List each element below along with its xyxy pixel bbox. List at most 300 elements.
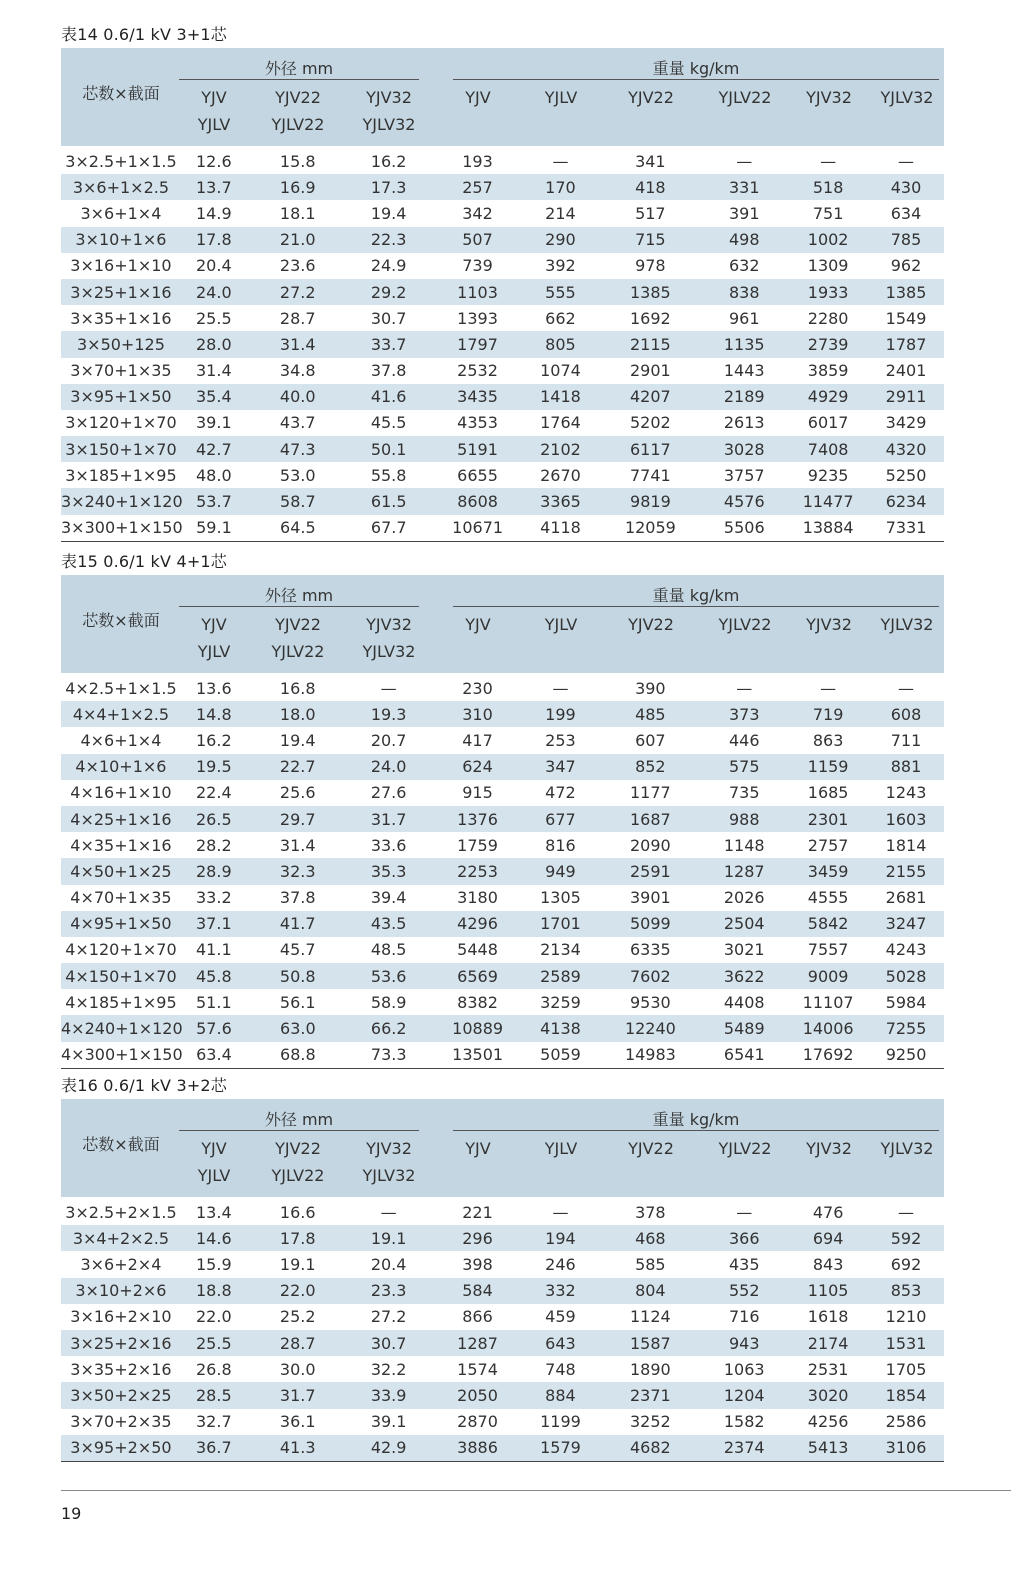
- row-value-cell: 310: [462, 704, 493, 724]
- row-value-cell: 418: [635, 177, 666, 197]
- row-value-cell: 19.1: [279, 1254, 316, 1274]
- row-value-cell: 507: [462, 230, 493, 250]
- row-value-cell: 14.6: [196, 1228, 232, 1248]
- table-row: [61, 727, 944, 753]
- row-value-cell: 58.9: [370, 992, 407, 1012]
- row-value-cell: 7331: [885, 518, 927, 538]
- row-value-cell: 390: [635, 678, 666, 698]
- table-caption: 表15 0.6/1 kV 4+1芯: [61, 552, 228, 571]
- row-value-cell: 67.7: [370, 518, 407, 538]
- row-value-cell: 3247: [885, 914, 927, 934]
- row-value-cell: 735: [728, 783, 760, 803]
- row-value-cell: 378: [635, 1202, 666, 1222]
- row-spec-cell: 4×4+1×2.5: [72, 704, 170, 724]
- row-value-cell: 17.3: [370, 177, 407, 197]
- row-spec-cell: 4×25+1×16: [70, 809, 172, 829]
- table-row: [61, 1015, 944, 1041]
- row-value-cell: 22.3: [370, 230, 407, 250]
- row-spec-cell: 4×240+1×120: [61, 1019, 183, 1039]
- row-value-cell: 6541: [723, 1045, 765, 1065]
- table-row: [61, 305, 944, 331]
- row-value-cell: 1814: [885, 835, 927, 855]
- table-body: [61, 1197, 944, 1461]
- table-caption: 表14 0.6/1 kV 3+1芯: [61, 25, 228, 44]
- row-value-cell: 4296: [457, 914, 498, 934]
- row-value-cell: 3252: [629, 1412, 671, 1432]
- row-value-cell: 8382: [457, 992, 498, 1012]
- row-value-cell: 13501: [452, 1045, 504, 1065]
- outer-diameter-group-header: 外径 mm: [264, 59, 334, 78]
- table-bottom-rule: [61, 1461, 944, 1462]
- weight-group-underline: [453, 1130, 939, 1131]
- row-value-cell: 30.7: [370, 308, 407, 328]
- row-spec-cell: 4×185+1×95: [65, 992, 177, 1012]
- table-row: [61, 174, 944, 200]
- row-value-cell: 16.9: [279, 177, 316, 197]
- table-header: [61, 575, 944, 673]
- row-value-cell: 1685: [807, 783, 849, 803]
- row-value-cell: 1287: [723, 861, 765, 881]
- weight-column-header: YJV32: [806, 1139, 852, 1158]
- row-value-cell: 392: [545, 256, 576, 276]
- row-value-cell: 18.1: [279, 203, 316, 223]
- row-value-cell: 22.7: [279, 757, 316, 777]
- table-row: [61, 1330, 944, 1356]
- weight-group-underline: [453, 79, 939, 80]
- row-value-cell: 17692: [802, 1045, 854, 1065]
- table-row: [61, 488, 944, 514]
- row-value-cell: 4118: [540, 518, 581, 538]
- row-value-cell: 68.8: [280, 1045, 316, 1065]
- row-value-cell: 715: [635, 230, 666, 250]
- row-value-cell: 1148: [723, 835, 765, 855]
- row-value-cell: 5506: [723, 518, 765, 538]
- row-value-cell: 1385: [885, 282, 927, 302]
- row-value-cell: 5099: [629, 914, 671, 934]
- row-value-cell: 391: [728, 203, 760, 223]
- row-value-cell: 10671: [452, 518, 504, 538]
- row-value-cell: 290: [545, 230, 576, 250]
- outer-diameter-column-header: YJV32: [366, 1139, 412, 1158]
- row-value-cell: 253: [545, 730, 576, 750]
- row-value-cell: 51.1: [196, 992, 232, 1012]
- table-row: [61, 331, 944, 357]
- row-value-cell: 43.7: [279, 413, 316, 433]
- cable-table: [61, 1073, 944, 1462]
- row-value-cell: 2739: [807, 334, 849, 354]
- row-value-cell: 1701: [540, 914, 581, 934]
- row-value-cell: 14983: [624, 1045, 676, 1065]
- row-value-cell: 1603: [885, 809, 927, 829]
- row-value-cell: 2613: [723, 413, 765, 433]
- row-value-cell: 331: [728, 177, 760, 197]
- row-value-cell: 10889: [452, 1019, 504, 1039]
- row-value-cell: 748: [545, 1359, 576, 1379]
- table-row: [61, 1356, 944, 1382]
- row-spec-cell: 3×25+1×16: [70, 282, 172, 302]
- row-value-cell: 20.4: [370, 1254, 407, 1274]
- row-value-cell: 5191: [457, 439, 498, 459]
- row-value-cell: 28.9: [196, 861, 232, 881]
- row-value-cell: 1692: [629, 308, 671, 328]
- row-value-cell: 32.2: [370, 1359, 407, 1379]
- row-value-cell: 1549: [885, 308, 927, 328]
- row-value-cell: 1705: [885, 1359, 927, 1379]
- row-value-cell: 199: [545, 704, 576, 724]
- row-value-cell: 1587: [629, 1333, 671, 1353]
- outer-diameter-column-header: YJLV32: [362, 1166, 416, 1185]
- weight-column-header: YJLV32: [880, 615, 934, 634]
- row-value-cell: 3020: [807, 1385, 849, 1405]
- table-row: [61, 754, 944, 780]
- row-value-cell: —: [898, 678, 915, 698]
- table-row: [61, 1278, 944, 1304]
- row-value-cell: 751: [812, 203, 844, 223]
- table-row: [61, 358, 944, 384]
- row-value-cell: 24.0: [370, 757, 407, 777]
- row-value-cell: 21.0: [279, 230, 316, 250]
- table-row: [61, 701, 944, 727]
- row-value-cell: 22.0: [279, 1281, 316, 1301]
- table-row: [61, 253, 944, 279]
- row-value-cell: 1124: [629, 1307, 671, 1327]
- row-value-cell: 978: [635, 256, 666, 276]
- row-value-cell: 194: [545, 1228, 576, 1248]
- row-value-cell: 47.3: [279, 439, 316, 459]
- row-value-cell: 459: [545, 1307, 576, 1327]
- row-value-cell: 3901: [629, 888, 671, 908]
- row-value-cell: 3859: [807, 361, 849, 381]
- row-value-cell: —: [380, 1202, 397, 1222]
- row-value-cell: 246: [545, 1254, 576, 1274]
- row-value-cell: 27.6: [370, 783, 407, 803]
- row-value-cell: 2901: [629, 361, 671, 381]
- weight-group-header: 重量 kg/km: [652, 586, 740, 605]
- row-value-cell: 592: [890, 1228, 922, 1248]
- row-value-cell: 1933: [807, 282, 849, 302]
- row-value-cell: 1177: [629, 783, 671, 803]
- row-value-cell: 57.6: [196, 1019, 232, 1039]
- row-value-cell: 19.4: [370, 203, 407, 223]
- row-value-cell: 838: [728, 282, 760, 302]
- row-value-cell: 804: [635, 1281, 666, 1301]
- row-value-cell: 1159: [807, 757, 849, 777]
- row-value-cell: 1582: [723, 1412, 765, 1432]
- weight-group-underline: [453, 606, 939, 607]
- row-value-cell: 6655: [457, 465, 498, 485]
- row-value-cell: 22.0: [196, 1307, 232, 1327]
- row-value-cell: 2155: [885, 861, 927, 881]
- row-value-cell: 63.4: [196, 1045, 232, 1065]
- row-spec-cell: 3×10+1×6: [75, 230, 167, 250]
- row-value-cell: 9530: [629, 992, 671, 1012]
- row-value-cell: 2670: [540, 465, 581, 485]
- row-value-cell: 711: [890, 730, 922, 750]
- table-row: [61, 148, 944, 174]
- row-value-cell: 624: [462, 757, 493, 777]
- row-value-cell: 468: [635, 1228, 666, 1248]
- weight-column-header: YJV22: [628, 615, 674, 634]
- row-value-cell: —: [820, 678, 837, 698]
- core-section-header: 芯数×截面: [82, 84, 160, 103]
- row-value-cell: 3021: [723, 940, 765, 960]
- row-value-cell: 2681: [885, 888, 927, 908]
- table-header: [61, 1099, 944, 1197]
- weight-column-header: YJLV22: [718, 88, 772, 107]
- row-value-cell: 435: [728, 1254, 760, 1274]
- row-spec-cell: 3×2.5+1×1.5: [65, 151, 177, 171]
- weight-group-header: 重量 kg/km: [652, 1110, 740, 1129]
- row-value-cell: 694: [812, 1228, 844, 1248]
- row-value-cell: 5489: [723, 1019, 765, 1039]
- row-value-cell: 19.4: [279, 730, 316, 750]
- row-value-cell: 632: [728, 256, 760, 276]
- row-value-cell: —: [552, 678, 569, 698]
- row-value-cell: 17.8: [196, 230, 232, 250]
- table-row: [61, 1304, 944, 1330]
- row-value-cell: 2280: [807, 308, 849, 328]
- row-value-cell: 31.4: [196, 361, 232, 381]
- row-value-cell: 39.1: [370, 1412, 407, 1432]
- outer-diameter-column-header: YJV22: [275, 88, 321, 107]
- row-value-cell: 50.1: [370, 439, 407, 459]
- row-value-cell: 23.3: [370, 1281, 407, 1301]
- row-value-cell: 17.8: [279, 1228, 316, 1248]
- row-value-cell: 53.7: [196, 492, 232, 512]
- row-value-cell: 366: [728, 1228, 760, 1248]
- row-spec-cell: 3×70+2×35: [70, 1412, 172, 1432]
- row-value-cell: —: [552, 151, 569, 171]
- table-row: [61, 200, 944, 226]
- row-value-cell: 2174: [807, 1333, 849, 1353]
- row-spec-cell: 3×50+125: [76, 334, 165, 354]
- row-value-cell: 28.7: [279, 308, 316, 328]
- row-value-cell: 1105: [807, 1281, 849, 1301]
- outer-diameter-group-header: 外径 mm: [264, 1110, 334, 1129]
- row-value-cell: 32.3: [279, 861, 316, 881]
- outer-diameter-column-header: YJV: [201, 88, 227, 107]
- row-value-cell: 2102: [540, 439, 581, 459]
- row-value-cell: —: [820, 151, 837, 171]
- row-value-cell: 1443: [723, 361, 765, 381]
- row-value-cell: 45.5: [370, 413, 407, 433]
- row-value-cell: 1002: [807, 230, 849, 250]
- row-spec-cell: 4×300+1×150: [61, 1045, 183, 1065]
- row-value-cell: 417: [462, 730, 493, 750]
- row-value-cell: 5059: [540, 1045, 581, 1065]
- row-value-cell: 2050: [457, 1385, 498, 1405]
- row-value-cell: 2531: [807, 1359, 849, 1379]
- row-value-cell: 8608: [457, 492, 498, 512]
- row-value-cell: 805: [545, 334, 576, 354]
- outer-diameter-column-header: YJLV: [197, 642, 231, 661]
- row-spec-cell: 3×35+1×16: [70, 308, 172, 328]
- row-value-cell: 13.7: [196, 177, 232, 197]
- row-value-cell: 45.7: [279, 940, 316, 960]
- row-value-cell: 14.9: [196, 203, 232, 223]
- weight-column-header: YJLV: [544, 1139, 578, 1158]
- row-value-cell: 866: [462, 1307, 493, 1327]
- row-value-cell: 1890: [629, 1359, 671, 1379]
- row-spec-cell: 3×95+1×50: [70, 387, 172, 407]
- row-value-cell: 30.0: [279, 1359, 316, 1379]
- row-value-cell: 472: [545, 783, 576, 803]
- weight-column-header: YJV32: [806, 88, 852, 107]
- row-spec-cell: 3×6+1×2.5: [72, 177, 170, 197]
- footer-divider: [61, 1490, 1011, 1491]
- row-value-cell: 2870: [457, 1412, 498, 1432]
- outer-group-underline: [179, 606, 419, 607]
- row-value-cell: —: [736, 1202, 753, 1222]
- row-value-cell: 1287: [457, 1333, 498, 1353]
- outer-group-underline: [179, 1130, 419, 1131]
- table-row: [61, 885, 944, 911]
- row-value-cell: —: [736, 151, 753, 171]
- weight-column-header: YJLV32: [880, 88, 934, 107]
- row-value-cell: 55.8: [370, 465, 407, 485]
- row-value-cell: 988: [728, 809, 760, 829]
- row-value-cell: 4320: [885, 439, 927, 459]
- row-value-cell: 943: [728, 1333, 760, 1353]
- weight-column-header: YJLV: [544, 88, 578, 107]
- row-value-cell: 73.3: [370, 1045, 407, 1065]
- row-spec-cell: 4×70+1×35: [70, 888, 172, 908]
- row-value-cell: 1243: [885, 783, 927, 803]
- row-value-cell: 962: [890, 256, 922, 276]
- row-value-cell: 31.4: [279, 334, 316, 354]
- row-value-cell: 3429: [885, 413, 927, 433]
- row-value-cell: 4256: [807, 1412, 849, 1432]
- row-value-cell: 7741: [629, 465, 671, 485]
- row-spec-cell: 4×6+1×4: [80, 730, 162, 750]
- row-value-cell: 5842: [807, 914, 849, 934]
- row-value-cell: 7602: [629, 966, 671, 986]
- row-value-cell: 14.8: [196, 704, 232, 724]
- row-value-cell: 2532: [457, 361, 498, 381]
- row-value-cell: 3459: [807, 861, 849, 881]
- row-value-cell: 341: [635, 151, 666, 171]
- row-value-cell: 33.7: [370, 334, 407, 354]
- row-value-cell: 518: [812, 177, 844, 197]
- row-value-cell: 608: [890, 704, 922, 724]
- row-value-cell: 3106: [885, 1438, 927, 1458]
- row-value-cell: 2371: [629, 1385, 671, 1405]
- row-value-cell: 3435: [457, 387, 498, 407]
- row-spec-cell: 3×150+1×70: [65, 439, 177, 459]
- table-bottom-rule: [61, 1068, 944, 1069]
- row-value-cell: 53.0: [279, 465, 316, 485]
- row-value-cell: 1063: [723, 1359, 765, 1379]
- row-value-cell: 555: [545, 282, 576, 302]
- row-value-cell: 1135: [723, 334, 765, 354]
- row-value-cell: 915: [462, 783, 493, 803]
- row-value-cell: 19.5: [196, 757, 232, 777]
- weight-column-header: YJV: [465, 615, 491, 634]
- row-value-cell: 430: [890, 177, 922, 197]
- row-spec-cell: 4×95+1×50: [70, 914, 172, 934]
- table-row: [61, 780, 944, 806]
- row-value-cell: 2504: [723, 914, 765, 934]
- row-value-cell: 12059: [624, 518, 676, 538]
- row-value-cell: 3180: [457, 888, 498, 908]
- row-value-cell: 170: [545, 177, 576, 197]
- table-caption: 表16 0.6/1 kV 3+2芯: [61, 1076, 228, 1095]
- row-spec-cell: 3×2.5+2×1.5: [65, 1202, 177, 1222]
- row-value-cell: 9819: [630, 492, 671, 512]
- row-value-cell: 719: [812, 704, 844, 724]
- row-value-cell: 4682: [629, 1438, 671, 1458]
- row-value-cell: 373: [728, 704, 760, 724]
- outer-diameter-column-header: YJLV32: [362, 115, 416, 134]
- row-value-cell: 1618: [807, 1307, 849, 1327]
- outer-diameter-column-header: YJV: [201, 1139, 227, 1158]
- row-value-cell: 3259: [540, 992, 581, 1012]
- outer-diameter-column-header: YJLV: [197, 1166, 231, 1185]
- row-value-cell: 739: [462, 256, 493, 276]
- row-value-cell: 1787: [885, 334, 927, 354]
- row-value-cell: 4408: [723, 992, 765, 1012]
- row-value-cell: 2589: [540, 966, 581, 986]
- row-value-cell: 25.5: [196, 308, 232, 328]
- row-value-cell: 16.2: [370, 151, 407, 171]
- row-value-cell: 26.5: [196, 809, 232, 829]
- outer-diameter-column-header: YJV22: [275, 1139, 321, 1158]
- row-value-cell: 36.7: [196, 1438, 232, 1458]
- table-body: [61, 146, 944, 541]
- row-value-cell: 1309: [807, 256, 849, 276]
- table-row: [61, 675, 944, 701]
- row-value-cell: 48.0: [196, 465, 232, 485]
- outer-diameter-column-header: YJLV22: [271, 1166, 325, 1185]
- outer-diameter-group-header: 外径 mm: [264, 586, 334, 605]
- row-value-cell: 1418: [540, 387, 581, 407]
- row-value-cell: —: [898, 151, 915, 171]
- row-value-cell: 4929: [807, 387, 849, 407]
- row-value-cell: 33.9: [370, 1385, 407, 1405]
- row-value-cell: 257: [462, 177, 493, 197]
- page-number: 19: [61, 1504, 82, 1523]
- row-value-cell: 64.5: [280, 518, 316, 538]
- row-value-cell: 1574: [457, 1359, 498, 1379]
- row-spec-cell: 3×70+1×35: [70, 361, 172, 381]
- table-row: [61, 1382, 944, 1408]
- row-value-cell: 692: [890, 1254, 922, 1274]
- row-value-cell: 59.1: [196, 518, 232, 538]
- row-value-cell: 863: [812, 730, 844, 750]
- row-value-cell: 37.8: [370, 361, 407, 381]
- row-value-cell: 2301: [807, 809, 849, 829]
- row-value-cell: 34.8: [279, 361, 316, 381]
- row-value-cell: 607: [635, 730, 666, 750]
- row-value-cell: 63.0: [280, 1019, 316, 1039]
- table-row: [61, 911, 944, 937]
- weight-column-header: YJV: [465, 88, 491, 107]
- row-value-cell: 6117: [629, 439, 671, 459]
- row-value-cell: 16.2: [196, 730, 232, 750]
- outer-diameter-column-header: YJLV22: [271, 642, 325, 661]
- outer-diameter-column-header: YJV32: [366, 88, 412, 107]
- row-value-cell: 53.6: [370, 966, 407, 986]
- weight-column-header: YJV22: [628, 1139, 674, 1158]
- row-value-cell: 9009: [807, 966, 849, 986]
- row-value-cell: 2401: [885, 361, 927, 381]
- row-value-cell: 816: [545, 835, 576, 855]
- row-spec-cell: 3×240+1×120: [61, 492, 183, 512]
- table-row: [61, 1042, 944, 1068]
- row-value-cell: 214: [545, 203, 576, 223]
- row-value-cell: —: [552, 1202, 569, 1222]
- row-value-cell: 4243: [885, 940, 927, 960]
